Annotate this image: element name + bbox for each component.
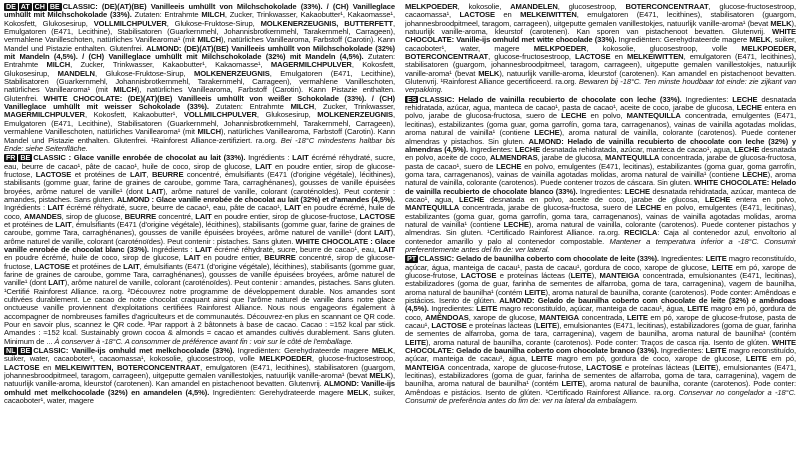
emphasized-text: LAIT — [195, 244, 212, 254]
emphasized-text: LACTOSE — [586, 362, 622, 372]
ingredient-text: concentré, sirop de glucose-fructose, — [4, 253, 395, 271]
ingredient-text: entera en polvo, — [730, 194, 796, 204]
emphasized-text: LACTOSE — [574, 52, 611, 62]
emphasized-text: LECHE — [503, 219, 529, 229]
ingredient-text: Ingredientes: — [681, 94, 733, 104]
emphasized-text: LAIT — [183, 253, 201, 263]
emphasized-text: BEURRE — [151, 169, 184, 179]
left-column — [4, 3, 395, 475]
emphasized-text: AMÊNDOAS — [425, 312, 469, 322]
ingredient-text: concentré, — [156, 211, 196, 221]
emphasized-text: LEITE — [535, 321, 557, 331]
ingredient-text: concentrada, xarope de glucose-frutose, — [444, 362, 587, 372]
ingredient-text: , xarope de glucose, — [468, 312, 540, 322]
emphasized-text: MILCH — [197, 35, 221, 45]
emphasized-text: LAIT — [284, 203, 301, 213]
language-code-badge: ES — [407, 94, 417, 104]
ingredient-text: ), arôme naturel de vanille, colorant (caroténoïdes). Peut contenir : pistaches. Sans gluten. — [4, 228, 395, 246]
ingredient-text: en poudre entier, sirop de glucose-fructose, — [4, 161, 395, 179]
emphasized-text: CLASSIC: Gelado de baunilha coberto com chocolate de leite (33%). — [419, 254, 659, 264]
ingredient-text: em pó, xarope de glucose-frutose, — [405, 262, 796, 280]
ingredient-text: ), natürliches Vanillearoma, Farbstoff (Carotin). Kann Pistazie enthalten. Glutenfrei. — [4, 85, 395, 103]
emphasized-text: MELKPOEDER — [405, 3, 458, 11]
emphasized-text: LEITE — [745, 354, 767, 364]
ingredient-text: concentrada, — [579, 312, 627, 322]
ingredient-text: magro em pó, gordura de coco, xarope de glucose, — [552, 354, 746, 364]
language-section — [405, 3, 796, 95]
ingredient-text: et protéines de — [71, 169, 130, 179]
emphasized-text: CLASSIC: (DE)(AT)(BE) Vanilleeis umhüllt von Milchschokolade (33%). / (CH) Vanilleglace umhüllt mit Milchschokolade (33%). — [4, 3, 395, 20]
right-column — [405, 3, 796, 475]
ingredient-text: concentrada, emulsionantes (E471, lecitinas), estabilizadores (goma de guar, farinha de sementes de alfarroba, goma de tara, carragenina), vagem de baunilha, aroma natural de baunilha¹ (contém — [405, 271, 796, 297]
ingredient-text: magro reconstituído, açúcar, manteiga de cacau¹, água, — [497, 304, 688, 314]
emphasized-text: LECHE — [459, 194, 485, 204]
emphasized-text: MOLKENERZEUGNIS, BUTTERFETT — [260, 18, 393, 28]
ingredient-text: , Glukose-Fruktose-Sirup, — [94, 68, 195, 78]
emphasized-text: MELK — [478, 68, 500, 78]
ingredient-text: écrémé réhydraté, sucre, beurre de cacao¹, eau, pâte de cacao¹, — [63, 203, 285, 213]
ingredient-text: Bewaren bij -18°C. Ten minste houdbaar tot einde: zie zijkant van verpakking. — [405, 77, 796, 95]
ingredient-text: Ingrédients : — [4, 203, 48, 213]
ingredient-text: , Emulgatoren (E471, Lecithine), Stabilisatoren (Guarkernmehl, Johannisbrotkernmehl, Tarakernmehl, Carrageen), vermahlene Vanilleschoten, natürliches Vanillearoma¹ (mit — [4, 68, 395, 95]
ingredient-text: desnatada en polvo, aceite de coco, — [405, 144, 796, 163]
ingredient-text: , emulgatoren (E471, lecithines), stabilisatoren (guargom, johannesbroodpitmeel, taragom, carrageen), uitgeputte gemalen vanillestokjes, natuurlijk vanille-aroma¹ (bevat — [4, 362, 395, 381]
ingredient-text: , kokosolie, glucosestroop, volle — [586, 43, 742, 53]
ingredient-text: , emulgatoren (E471, lecithines), stabilisatoren (guargom, johannesbroodpitmeel, taragom, carrageen), uitgeputte gemalen vanillestokjes, natuurlijk vanille-aroma¹ (bevat — [405, 52, 796, 78]
emphasized-text: LEITE — [476, 304, 498, 314]
emphasized-text: AMANDELEN — [510, 3, 558, 11]
ingredient-text: : Caja al contenedor azul, envoltorio al contenedor amarillo y palo al contenedor compostable. — [405, 228, 796, 246]
emphasized-text: LEITE — [531, 354, 553, 364]
ingredient-text: magro reconstituído, açúcar, manteiga de cacau¹, água, — [405, 346, 796, 364]
ingredient-text: ), aroma natural de baunilha, corante (carotenos). Pode conter: Traços de casca rija. Isento de glúten. — [426, 337, 773, 347]
ingredient-text: Ingrédients : — [148, 244, 196, 254]
ingredient-text: Ingrédients : — [245, 153, 293, 163]
ingredient-text: magro reconstituído, açúcar, água, manteiga de cacau¹, pasta de cacau¹, gordura de coco, xarope de glucose, — [405, 254, 796, 272]
emphasized-text: WHITE CHOCOLATE: Helado de vainilla recubierto de chocolate blanco (33%). — [405, 178, 796, 196]
ingredient-text: , émulsifiants (E471 (d'origine végétale), lécithines), stabilisants (gomme guar, farine de graines de caroube, gomme Tara, carraghénanes), gousses de vanille épuisées broyées, arôme naturel de vanille¹ (dont — [4, 219, 395, 238]
ingredient-text: concentrada, jarabe de glucosa-fructosa, suero de — [459, 203, 636, 213]
ingredient-text: ), aroma natural de baunilha, corante (carotenos). Pode conter: Amêndoas e pistácios. Isento de glúten. ¹Certificado Rainforest Alliance. ra.org. — [405, 379, 796, 397]
emphasized-text: MANTEQUILLA — [605, 153, 660, 163]
ingredient-text: ), aroma natural de baunilha, corante (carotenos). Pode conter: Amêndoas e pistácios. Isento de glúten. — [405, 287, 796, 306]
ingredient-text: et protéines de — [69, 261, 124, 271]
ingredient-text: , jarabe de glucosa, — [537, 153, 606, 163]
ingredient-text: e proteínas lácteas ( — [621, 362, 695, 372]
language-code-badge: BE — [49, 3, 60, 11]
ingredient-text: en — [610, 52, 627, 62]
emphasized-text: LEITE — [524, 287, 546, 297]
ingredient-text: ), aroma natural de vainilla, colorante (carotenos). Puede contener trozos de cáscara. Sin gluten. — [405, 169, 796, 188]
ingredient-text: desnatada rehidratada, azúcar, manteca de cacao¹, agua, — [540, 144, 735, 154]
ingredient-text: Ingredientes: — [467, 144, 515, 154]
language-section — [405, 96, 796, 255]
emphasized-text: ALMOND: Gelado de baunilha coberto com chocolate de leite (32%) e amêndoas (4,5%). — [405, 296, 796, 314]
ingredient-text: , Glukose-Fruktose-Sirup, — [166, 18, 261, 28]
emphasized-text: LEITE — [626, 312, 648, 322]
ingredient-text: magro em pó, gordura de coco, — [405, 304, 796, 322]
emphasized-text: LEITE — [570, 271, 592, 280]
ingredient-text: en poudre écrémé, huile de coco, sirop de glucose, — [4, 253, 184, 263]
ingredient-text: Zutaten: Entrahmte — [4, 52, 395, 70]
ingredient-text: Ingredientes: — [658, 346, 706, 356]
emphasized-text: AMANDES — [23, 211, 62, 221]
emphasized-text: BOTERCONCENTRAAT — [625, 3, 709, 11]
emphasized-text: LEITE — [687, 304, 709, 314]
emphasized-text: MELKPOEDER, BOTERCONCENTRAAT — [405, 43, 796, 62]
ingredient-text: en polvo, emulgentes (E471, lecitinas), estabilizantes (goma guar, goma garrofín, goma tara, carragenanos), vainas de vainilla agotadas molidas, aroma natural de vainilla¹ (contiene — [405, 203, 796, 229]
emphasized-text: LECHE — [624, 186, 651, 196]
emphasized-text: LACTOSE — [34, 261, 70, 271]
emphasized-text: MILCH — [46, 60, 71, 70]
ingredient-text: , suiker, cacaoboter¹, water, magere — [4, 387, 395, 406]
ingredient-text: en poudre entier, — [200, 253, 265, 263]
ingredient-text: Ingrediënten: Gerehydrateerde magere — [234, 346, 372, 356]
ingredient-text: en — [494, 10, 521, 20]
ingredient-text: , suiker, cacaoboter¹, water, magere — [405, 35, 796, 53]
language-code-badge: DE — [6, 3, 16, 11]
ingredient-text: ), — [591, 271, 600, 280]
emphasized-text: MANTEIGA — [539, 312, 580, 322]
emphasized-text: LEITE — [694, 362, 716, 372]
ingredient-text: Ingrediënten: Gerehydrateerde magere — [616, 35, 750, 45]
emphasized-text: LACTOSE — [4, 362, 40, 372]
ingredient-text: , Emulgatoren (E471, Lecithine), Stabilisatoren (Guarkernmehl, Johannisbrotkernmehl, Tarakernmehl, Carrageen), vermahlene Vanilleschoten, natürliches Vanillearoma¹ (mit — [4, 18, 395, 45]
ingredient-text: en polvo, — [586, 111, 627, 121]
language-code-badge: AT — [20, 3, 30, 11]
ingredient-text: ), arôme naturel de vanille, colorant (caroténoïdes). Peut contenir : amandes, pistaches. Sans gluten. ¹Certifié Rainforest Alliance. ra.org. ²Découvrez notre programme de développement durable. Nos amandes sont cultivées durablement. Le cacao de notre chocolat craquant ainsi que l'arôme naturel de vanille dans notre glace onctueuse vanille proviennent d'exploitations certifiées Rainforest Alliance. Nous nous engageons également à accompagner de nombreuses familles d'agriculteurs et de communautés. Découvrez-en plus en scannant ce QR code. Pour en savoir plus, scannez le QR code. ³Par rapport à 2 bâtonnets à base de cacao. Cacao : ≈152 kcal par stick. Amandes : ≈152 kcal. Sustainably grown cocoa & almonds = cacao et amandes cultivés durablement. Sans gluten. Minimum de ... — [4, 278, 395, 346]
emphasized-text: LAIT — [48, 278, 65, 288]
emphasized-text: MANTEIGA — [405, 362, 445, 372]
emphasized-text: BEURRE — [124, 211, 157, 221]
emphasized-text: LECHE — [635, 203, 662, 213]
ingredient-text: concentrada, emulgentes (E471, lecitinas), estabilizantes (goma guar, goma garrofín, goma tara, carragenanos), vainas de vainilla agotadas molidas, aroma natural de vainilla¹ (contiene — [405, 111, 796, 138]
emphasized-text: MANDELN — [57, 68, 95, 78]
emphasized-text: LECHE — [561, 111, 587, 121]
ingredient-text: écrémé réhydraté, sucre, eau, beurre de cacao¹, pâte de cacao¹, huile de coco, sirop de glucose, — [4, 153, 395, 171]
ingredient-text: Zutaten: Entrahmte — [208, 102, 291, 112]
emphasized-text: WHITE CHOCOLATE: (DE)(AT)(BE) Vanilleeis umhüllt von weißer Schokolade (33%). / (CH) Vanilleglace umhüllt mit weisser Schokolade (33%). — [4, 93, 395, 112]
emphasized-text: ALMOND: Helado de vainilla recubierto de chocolate con leche (32%) y almendras (4,5%). — [405, 136, 796, 154]
ingredient-text: Mantener a temperatura inferior a -18°C. Consumir preferentemente antes del fin de: ver lateral. — [405, 236, 796, 254]
ingredient-text: concentré, émulsifiants (E471 (d'origine végétale), lécithines), stabilisants (gomme guar, farine de graines de caroube, gomme Tara, carraghénanes), gousses de vanille épuisées broyées, arôme naturel de vanille¹ (dont — [4, 169, 395, 196]
ingredient-text: ), emulsionantes (E471, lecitinas), estabilizadores (goma de guar, farinha de sementes de alfarroba, goma de tara, carragenina), vagem de baunilha, aroma natural de baunilha¹ (contém — [405, 362, 796, 389]
emphasized-text: LAIT — [374, 228, 391, 238]
language-section — [4, 347, 395, 405]
ingredient-text: ), natuurlijk vanille-aroma, kleurstof (carotenen). Kan sporen van pistachenoot bevatten. Glutenvrij. — [405, 18, 796, 37]
emphasized-text: LAIT — [47, 203, 64, 213]
emphasized-text: MILCH — [201, 10, 225, 20]
emphasized-text: LAIT — [255, 161, 272, 171]
emphasized-text: LACTOSE — [35, 169, 72, 179]
emphasized-text: WHITE CHOCOLATE: Gelado de baunilha coberto com chocolate branco (33%). — [405, 337, 796, 356]
language-section — [4, 154, 395, 346]
ingredient-text: Conservar no congelador a -18°C. Consumir de preferência antes do fim de: ver na lateral da embalagem. — [405, 387, 796, 406]
language-code-badge: CH — [34, 3, 45, 11]
ingredient-text: , Zucker, Trinkwasser, — [314, 102, 395, 112]
ingredient-text: Ingrediënten: Gerehydrateerde magere — [209, 387, 348, 397]
emphasized-text: LACTOSE — [459, 10, 495, 20]
emphasized-text: ALMOND: Vanille-ijs omhuld met melkchocolade (32%) en amandelen (4,5%). — [4, 379, 395, 397]
emphasized-text: ALMENDRAS — [489, 153, 538, 163]
ingredient-text: Ingredientes: — [428, 304, 477, 314]
emphasized-text: LAIT — [123, 261, 140, 271]
emphasized-text: LECHE — [496, 161, 522, 171]
ingredient-text: , glucose-fructosestroop, — [488, 52, 575, 62]
ingredient-text: , sirop de glucose, — [61, 211, 125, 221]
ingredient-text: Ingredientes: — [658, 254, 706, 264]
ingredient-text: ), aroma natural de vainilla, colorante (carotenos). Puede contener pistachos y almendras. Sin gluten. ¹Certificado Rainforest Alliance. ra.org. — [405, 219, 796, 238]
emphasized-text: MAGERMILCHPULVER — [4, 110, 85, 120]
ingredient-text: À conserver à -18°C. A consommer de préférence avant fin : voir sur le côté de l'emballage. — [54, 336, 353, 346]
emphasized-text: LECHE — [534, 128, 560, 138]
ingredient-text: ), natuurlijk vanille-aroma, kleurstof (carotenen). Kan amandel en pistachenoot bevatten. Glutenvrij. — [4, 371, 395, 389]
emphasized-text: MILCH — [113, 85, 137, 95]
ingredient-text: et protéines de — [4, 219, 56, 229]
emphasized-text: LEITE — [711, 262, 733, 272]
emphasized-text: LEITE — [405, 337, 427, 347]
ingredient-text: em pó, xarope de glucose-frutose, pasta de cacau¹, — [405, 312, 796, 331]
emphasized-text: BEURRE — [264, 253, 296, 263]
ingredient-text: , glucose-fructosestroop, cacaomassa¹, — [405, 3, 796, 20]
emphasized-text: RECICLA — [624, 228, 658, 238]
emphasized-text: VOLLMILCHPULVER — [93, 18, 167, 28]
emphasized-text: MELK — [369, 371, 391, 381]
emphasized-text: LAIT — [55, 219, 72, 229]
emphasized-text: MELK — [347, 387, 369, 397]
ingredient-text: en poudre entier, sirop de glucose-fructose, — [211, 211, 360, 221]
ingredient-text: , glucose-fructosestroop, — [311, 354, 395, 364]
ingredient-text: , Glukosesirup, — [256, 110, 318, 120]
emphasized-text: MELK — [371, 346, 393, 356]
emphasized-text: WHITE CHOCOLATE : Glace vanille enrobée de chocolat blanc (33%). — [4, 236, 395, 254]
emphasized-text: CLASSIC: Vanille-ijs omhuld met melkchocolade (33%). — [33, 346, 235, 356]
emphasized-text: LAIT — [378, 244, 395, 254]
emphasized-text: MELK — [749, 35, 771, 45]
emphasized-text: LACTOSE — [431, 321, 467, 331]
ingredient-text: , Kokosfett, Glukosesirup, — [4, 60, 395, 78]
ingredient-text: Zutaten: Entrahmte — [131, 10, 202, 20]
emphasized-text: LECHE — [704, 194, 731, 204]
emphasized-text: LECHE — [742, 169, 768, 179]
ingredient-text: , emulgatoren (E471, lecithines), stabilisatoren (guargom, johannesbroodpitmeel, taragom, carrageen), uitgeputte gemalen vanillestokjes, natuurlijk vanille-aroma¹ (bevat — [405, 10, 796, 28]
ingredient-text: , émulsifiants (E471 (d'origine végétale), lécithines), stabilisants (gomme guar, farine de graines de caroube, gomme Tara, carraghénanes), gousses de vanille épuisées broyées, arôme naturel de vanille¹ (dont — [4, 261, 395, 288]
emphasized-text: MOLKENERZEUGNIS — [194, 68, 270, 78]
emphasized-text: MANTEIGA — [599, 271, 640, 280]
language-code-badge: BE — [20, 346, 31, 356]
emphasized-text: LAIT — [292, 153, 309, 163]
ingredient-text: , glucosestroop, — [557, 3, 626, 11]
emphasized-text: LACTOSE — [359, 211, 395, 221]
emphasized-text: LACTOSE — [460, 271, 497, 280]
ingredient-text: , Zucker, Trinkwasser, Kakaobutter¹, Kakaomasse¹, Kokosfett, Glukosesirup, — [4, 10, 395, 28]
ingredient-text: Ingredientes: — [577, 186, 625, 196]
emphasized-text: LAIT — [129, 169, 147, 179]
emphasized-text: VOLLMILCHPULVER — [183, 110, 257, 120]
emphasized-text: LEITE — [705, 254, 727, 264]
emphasized-text: LECHE — [514, 144, 541, 154]
ingredient-text: em pó, — [766, 354, 796, 364]
emphasized-text: MANTEQUILLA — [626, 111, 681, 121]
ingredient-text: ), natuurlijk vanille-aroma, kleurstof (carotenen). Kan amandel en pistachenoot bevatten. Glutenvrij. ¹Rainforest Alliance gecertificeerd. ra.org. — [405, 68, 796, 87]
language-code-badge: NL — [6, 346, 16, 356]
ingredient-text: ), arôme naturel de vanille, colorant (caroténoïdes). Peut contenir : amandes, pistaches. Sans gluten. — [4, 186, 395, 204]
emphasized-text: MELKPOEDER — [259, 354, 312, 364]
emphasized-text: MELKPOEDER — [533, 43, 587, 53]
ingredient-text: , suiker, water, cacaoboter¹, cacaomassa¹, kokosolie, glucosestroop, volle — [4, 346, 395, 364]
ingredient-text: en poudre écrémé, huile de coco, — [4, 203, 395, 221]
ingredient-text: , kokosolie, — [457, 3, 511, 11]
ingredient-text: desnatada rehidratada, azúcar, agua, manteca de cacao¹, pasta de cacao¹, aceite de coco, jarabe de glucosa, — [405, 94, 796, 113]
emphasized-text: LEITE — [561, 379, 583, 389]
ingredient-text: concentrada, jarabe de glucosa-fructosa, pasta de cacao¹, suero de — [405, 153, 796, 171]
ingredient-text: ), natürliches Vanillearoma, Farbstoff (Carotin). Kann Mandel und Pistazie enthalten. Glutenfrei. — [4, 35, 395, 53]
ingredient-text: Bei -18°C mindestens haltbar bis Ende: siehe Seitenfläche. — [4, 135, 395, 153]
ingredient-text: desnatada rehidratada, azúcar, manteca de cacao¹, agua, — [405, 186, 796, 204]
emphasized-text: CLASSIC: Helado de vainilla recubierto de chocolate con leche (33%). — [419, 94, 682, 104]
ingredient-text: en polvo, emulgentes (E471, lecitinas), estabilizantes (goma guar, goma garrofín, goma tara, carragenanos), vainas de vainilla agotadas molidas, aroma natural de vainilla¹ (contiene — [405, 161, 796, 179]
ingredient-text: ), aroma natural de vainilla, colorante (carotenos). Puede contener almendras y pistachos. Sin gluten. — [405, 128, 796, 146]
language-section — [405, 255, 796, 405]
ingredient-text: entera en polvo, jarabe de glucosa-fructosa, suero de — [405, 103, 796, 121]
ingredient-text: en — [39, 362, 55, 372]
ingredient-text: , Zucker, Trinkwasser, Kakaobutter¹, Kakaomasse¹, — [70, 60, 271, 70]
emphasized-text: LECHE — [736, 103, 762, 113]
language-section — [4, 3, 395, 153]
language-code-badge: FR — [6, 153, 16, 163]
emphasized-text: LAIT — [195, 211, 212, 221]
emphasized-text: WHITE CHOCOLATE: Vanille-ijs omhuld met witte chocolade (33%). — [405, 27, 796, 45]
emphasized-text: MILCH — [197, 127, 221, 137]
ingredient-text: , Kokosfett, Kakaobutter¹, — [84, 110, 184, 120]
ingredient-text: e proteínas lácteas ( — [466, 321, 536, 331]
emphasized-text: MANTEQUILLA — [405, 203, 460, 213]
language-code-badge: BE — [20, 153, 31, 163]
emphasized-text: MAGERMILCHPULVER — [270, 60, 352, 70]
ingredient-text: desnatada en polvo, aceite de coco, jarabe de glucosa, — [484, 194, 705, 204]
emphasized-text: LECHE — [734, 144, 760, 154]
emphasized-text: CLASSIC : Glace vanille enrobée de chocolat au lait (33%). — [33, 153, 246, 163]
emphasized-text: MELK — [770, 18, 792, 28]
emphasized-text: MILCH — [290, 102, 315, 112]
ingredient-text: ), natürliches Vanillearoma, Farbstoff (Carotin). Kann Mandel und Pistazie enthalten. Glutenfrei. ¹Rainforest Alliance-zertifiziert. ra.org. — [4, 127, 395, 145]
emphasized-text: MELKEIWITTEN — [626, 52, 684, 62]
emphasized-text: ALMOND: (DE)(AT)(BE) Vanilleeis umhüllt von Milchschokolade (32%) mit Mandeln (4,5%). / (CH) Vanilleglace umhüllt mit Milchschokolade (32%) mit Mandeln (4,5%). — [4, 43, 395, 62]
ingredient-text: ), emulsionantes (E471, lecitinas), estabilizadores (goma de guar, farinha de sementes de alfarroba, goma de tara, carragenina), vagem de baunilha, aroma natural de baunilha¹ (contém — [405, 321, 796, 339]
emphasized-text: MELKEIWITTEN — [520, 10, 577, 20]
ingredient-text: écrémé réhydraté, sucre, beurre de cacao¹, eau, — [211, 244, 379, 254]
ingredient-text: , Emulgatoren (E471, Lecithine), Stabilisatoren (Guarkernmehl, Johannisbrotkernmehl, Tarakernmehl, Carrageen), vermahlene Vanilleschoten, natürliches Vanillearoma¹ (mit — [4, 110, 395, 137]
emphasized-text: LECHE — [732, 94, 758, 104]
ingredient-text: e proteínas lácteas ( — [496, 271, 571, 280]
language-code-badge: PT — [407, 254, 416, 264]
emphasized-text: ALMOND : Glace vanille enrobée de chocolat au lait (32%) et d'amandes (4,5%). — [116, 194, 395, 204]
emphasized-text: LEITE — [705, 346, 727, 356]
emphasized-text: MOLKENERZEUGNIS — [317, 110, 393, 120]
emphasized-text: MELKEIWITTEN, BOTERCONCENTRAAT — [54, 362, 201, 372]
ingredient-text: , — [146, 169, 152, 179]
emphasized-text: LAIT — [146, 186, 164, 196]
